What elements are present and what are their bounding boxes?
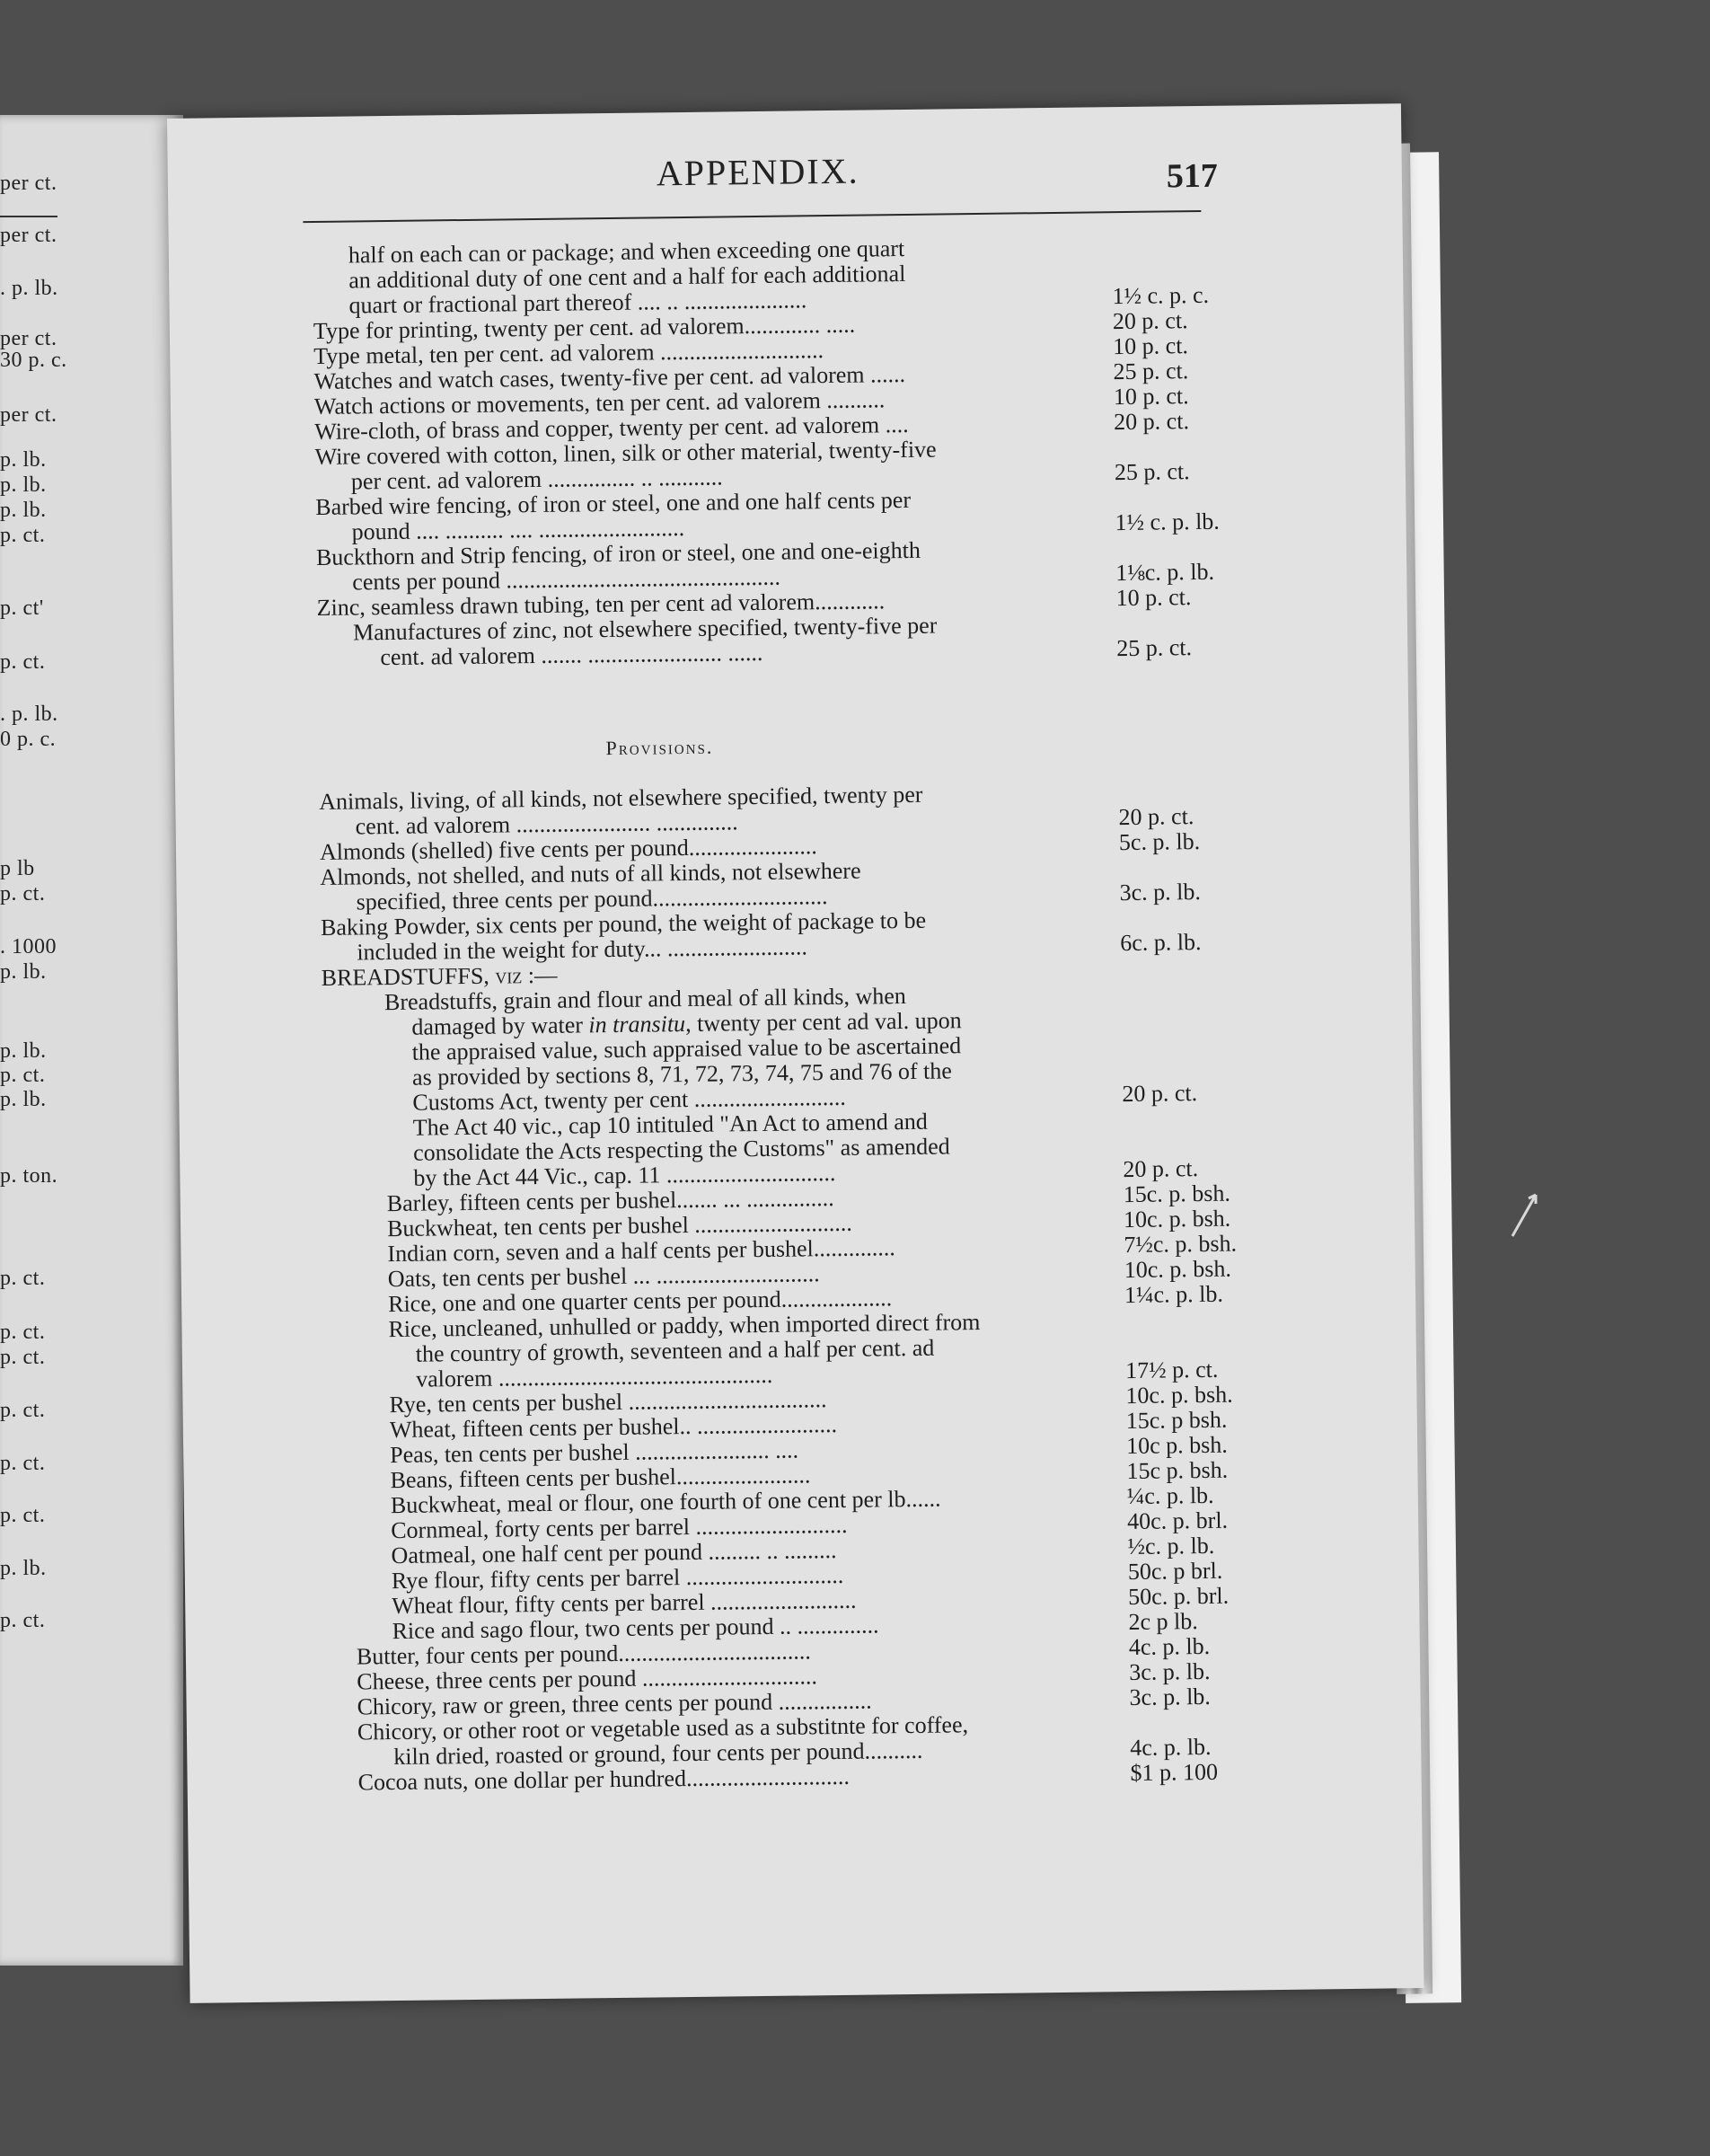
left-page-rate: p. ct.	[0, 1267, 46, 1290]
entry-line: Rice, one and one quarter cents per pound...................	[387, 1285, 893, 1318]
left-page-rate: p. lb.	[0, 1557, 47, 1580]
entry-line: Watch actions or movements, ten per cent. ad valorem ..........	[313, 386, 886, 420]
left-page-rate: 0 p. c.	[0, 728, 57, 751]
entry-line: Cocoa nuts, one dollar per hundred............................	[357, 1763, 851, 1796]
entry-line: the country of growth, seventeen and a half per cent. ad	[415, 1334, 935, 1367]
entry-line: Buckthorn and Strip fencing, of iron or steel, one and one-eighth	[315, 536, 921, 571]
entry-line: Buckwheat, ten cents per bushel ...........................	[386, 1209, 852, 1242]
duty-rate: 10c p. bsh.	[1125, 1431, 1228, 1460]
left-page-rate: . p. lb.	[0, 702, 58, 726]
entry-line: Breadstuffs, grain and flour and meal of all kinds, when	[383, 983, 906, 1016]
left-page-rate: p. ct.	[0, 1321, 46, 1344]
entry-line: by the Act 44 Vic., cap. 11 .............................	[413, 1159, 836, 1191]
entry-line: damaged by water in transitu, twenty per cent ad val. upon	[411, 1007, 962, 1040]
left-page-rate: p. ct'	[0, 596, 44, 620]
entry-line: Oats, ten cents per bushel ... ............................	[387, 1260, 820, 1293]
duty-rate: 20 p. ct.	[1122, 1080, 1198, 1108]
entry-line: cent. ad valorem ....................... ..............	[355, 808, 738, 840]
entry-line: consolidate the Acts respecting the Customs" as amended	[412, 1133, 950, 1166]
duty-rate: 20 p. ct.	[1114, 408, 1190, 436]
duty-rate: 50c. p brl.	[1127, 1557, 1223, 1586]
left-page-rate: p. lb.	[0, 1039, 47, 1063]
pencil-mark	[1509, 1186, 1545, 1240]
duty-rate: 3c. p. lb.	[1129, 1657, 1211, 1686]
entry-line: pound .... .......... .... .........................	[351, 514, 685, 545]
left-page-rate: per ct.	[0, 327, 57, 350]
left-page-rate: p. ton.	[0, 1164, 58, 1188]
left-page-rate: 30 p. c.	[0, 349, 67, 372]
duty-rate: 25 p. ct.	[1116, 634, 1193, 662]
duty-rate: 3c. p. lb.	[1129, 1683, 1211, 1711]
duty-rate: 50c. p. brl.	[1128, 1582, 1230, 1611]
entry-line: specified, three cents per pound..............................	[356, 883, 828, 915]
left-page-rate: . p. lb.	[0, 277, 58, 300]
running-head: APPENDIX.	[656, 150, 859, 194]
entry-line: Cheese, three cents per pound ..............................	[357, 1663, 818, 1695]
left-page-rate: per ct.	[0, 403, 57, 427]
duty-rate: 15c. p bsh.	[1125, 1406, 1228, 1435]
duty-rate: 25 p. ct.	[1114, 458, 1190, 486]
entry-line: Watches and watch cases, twenty-five per cent. ad valorem ......	[313, 360, 906, 395]
entry-line: Wheat flour, fifty cents per barrel .........................	[392, 1586, 857, 1620]
entry-line: Manufactures of zinc, not elsewhere specified, twenty-five per	[352, 612, 938, 646]
entry-line: Barley, fifteen cents per bushel....... ... ...............	[386, 1185, 834, 1217]
duty-rate: 7½c. p. bsh.	[1124, 1230, 1238, 1259]
duty-rate: 10 p. ct.	[1113, 383, 1189, 411]
section-heading: Provisions.	[605, 735, 714, 760]
entry-line: Wheat, fifteen cents per bushel.. ........................	[389, 1410, 838, 1444]
entry-line: valorem ...............................................	[415, 1361, 773, 1392]
left-page-rate: p. lb.	[0, 960, 47, 984]
duty-rate: 1⅛c. p. lb.	[1115, 558, 1215, 587]
entry-line: Barbed wire fencing, of iron or steel, one and one half cents per	[315, 486, 912, 521]
entry-line: BREADSTUFFS, viz :—	[321, 961, 559, 991]
entry-line: an additional duty of one cent and a half for each additional	[348, 260, 906, 294]
duty-rate: ½c. p. lb.	[1127, 1532, 1215, 1560]
entry-line: Chicory, raw or green, three cents per pound ................	[357, 1687, 872, 1720]
entry-line: Rice and sago flour, two cents per pound .. ..............	[392, 1612, 879, 1645]
entry-line: cents per pound ...............................................	[352, 563, 781, 596]
entry-line: The Act 40 vic., cap 10 intituled "An Act to amend and	[412, 1108, 928, 1141]
duty-rate: 20 p. ct.	[1123, 1155, 1199, 1183]
duty-rate: 10c. p. bsh.	[1125, 1381, 1233, 1409]
duty-rate: 2c p lb.	[1128, 1608, 1198, 1636]
duty-rate: 1½ c. p. c.	[1112, 281, 1210, 310]
entry-line: Buckwheat, meal or flour, one fourth of one cent per lb......	[390, 1485, 941, 1519]
duty-rate: 6c. p. lb.	[1120, 929, 1202, 957]
duty-rate: $1 p. 100	[1130, 1758, 1219, 1787]
left-page	[0, 115, 183, 1966]
duty-rate: 20 p. ct.	[1118, 803, 1194, 831]
entry-line: Beans, fifteen cents per bushel.......................	[390, 1462, 811, 1494]
entry-line: Cornmeal, forty cents per barrel ..........................	[391, 1511, 848, 1544]
duty-rate: 40c. p. brl.	[1126, 1507, 1229, 1535]
duty-rate: 10c. p. bsh.	[1124, 1255, 1232, 1284]
entry-line: as provided by sections 8, 71, 72, 73, 74, 75 and 76 of the	[411, 1057, 953, 1091]
duty-rate: 1¼c. p. lb.	[1124, 1280, 1224, 1309]
entry-line: Customs Act, twenty per cent ..........................	[412, 1083, 846, 1116]
entry-line: Animals, living, of all kinds, not elsewhere specified, twenty per	[319, 781, 923, 815]
left-page-rate: p. ct.	[0, 1064, 46, 1087]
duty-rate: 10c. p. bsh.	[1123, 1205, 1231, 1233]
left-page-rate: p. ct.	[0, 1452, 46, 1475]
left-page-rate: p. lb.	[0, 499, 47, 522]
duty-rate: 10 p. ct.	[1113, 332, 1189, 360]
entry-line: half on each can or package; and when exceeding one quart	[348, 234, 905, 269]
entry-line: per cent. ad valorem ............... .. ...........	[350, 464, 723, 495]
entry-line: the appraised value, such appraised value to be ascertained	[411, 1032, 962, 1065]
entry-line: Rice, uncleaned, unhulled or paddy, when imported direct from	[388, 1309, 981, 1343]
entry-line: Almonds (shelled) five cents per pound......................	[319, 833, 817, 865]
left-page-rate: p. ct.	[0, 1346, 46, 1369]
left-page-rate: p. lb.	[0, 448, 47, 472]
entry-line: Type metal, ten per cent. ad valorem ............................	[313, 337, 824, 370]
left-page-rate: p. ct.	[0, 524, 46, 547]
header-rule	[303, 210, 1201, 223]
duty-rate: 25 p. ct.	[1113, 358, 1189, 385]
entry-line: quart or fractional part thereof .... .. .....................	[348, 287, 807, 319]
left-page-rate: per ct.	[0, 224, 57, 247]
duty-rate: 3c. p. lb.	[1119, 879, 1202, 906]
entry-line: Indian corn, seven and a half cents per bushel..............	[387, 1234, 895, 1268]
left-page-rate: p. ct.	[0, 1504, 46, 1527]
duty-rate: 4c. p. lb.	[1128, 1632, 1211, 1661]
left-page-rate: p. ct.	[0, 650, 46, 674]
left-page-rate: per ct.	[0, 172, 57, 195]
entry-line: Chicory, or other root or vegetable used as a substitnte for coffee,	[357, 1711, 969, 1745]
entry-line: Baking Powder, six cents per pound, the weight of package to be	[320, 906, 927, 941]
duty-rate: 15c p. bsh.	[1126, 1456, 1229, 1485]
entry-line: included in the weight for duty... ........................	[357, 933, 808, 966]
entry-line: Butter, four cents per pound.................................	[356, 1638, 811, 1670]
left-page-rate: . 1000	[0, 935, 57, 959]
entry-line: Almonds, not shelled, and nuts of all kinds, not elsewhere	[320, 857, 861, 890]
duty-rate: ¼c. p. lb.	[1126, 1481, 1214, 1510]
duty-rate: 4c. p. lb.	[1130, 1733, 1212, 1762]
entry-line: Type for printing, twenty per cent. ad valorem............. .....	[313, 311, 856, 345]
entry-line: Wire-cloth, of brass and copper, twenty per cent. ad valorem ....	[314, 411, 909, 446]
entry-line: Peas, ten cents per bushel ....................... ....	[390, 1436, 799, 1469]
duty-rate: 20 p. ct.	[1112, 307, 1188, 335]
entry-line: Wire covered with cotton, linen, silk or other material, twenty-five	[314, 436, 937, 471]
duty-rate: 17½ p. ct.	[1124, 1356, 1219, 1384]
entry-line: Rye flour, fifty cents per barrel ...........................	[391, 1561, 844, 1595]
entry-line: Oatmeal, one half cent per pound ......... .. .........	[391, 1537, 837, 1569]
left-page-rate: p. lb.	[0, 473, 47, 497]
left-page-rate: p lb	[0, 857, 35, 880]
left-page-rate: p. ct.	[0, 882, 46, 906]
duty-rate: 5c. p. lb.	[1118, 828, 1201, 856]
left-page-rate: p. ct.	[0, 1399, 46, 1422]
duty-rate: 10 p. ct.	[1115, 584, 1192, 612]
book-page	[167, 103, 1424, 2003]
entry-line: kiln dried, roasted or ground, four cents per pound..........	[393, 1736, 923, 1771]
left-page-rate: p. ct.	[0, 1609, 46, 1632]
entry-line: cent. ad valorem ....... ....................... ......	[380, 639, 763, 671]
page-number: 517	[1166, 156, 1219, 196]
duty-rate: 15c. p. bsh.	[1123, 1180, 1231, 1208]
left-page-rate: p. lb.	[0, 1088, 47, 1111]
duty-rate: 1½ c. p. lb.	[1115, 508, 1221, 536]
left-page-rule	[0, 216, 57, 217]
entry-line: Zinc, seamless drawn tubing, ten per cent ad valorem............	[316, 588, 886, 622]
entry-line: Rye, ten cents per bushel ..................................	[389, 1386, 827, 1418]
